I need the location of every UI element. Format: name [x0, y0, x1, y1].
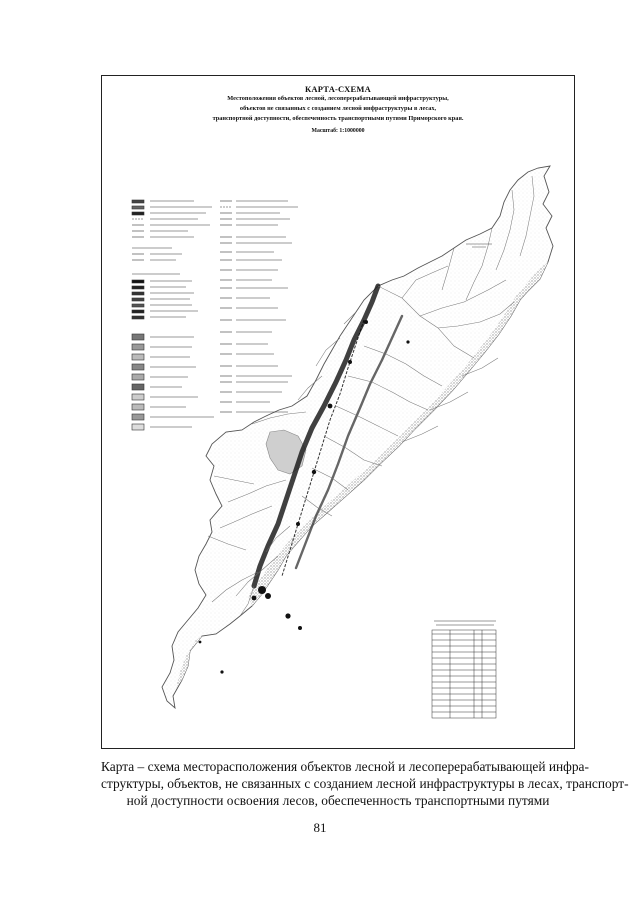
map-caption: [101, 758, 629, 809]
map-subtitle-line-1: Местоположения объектов лесной, лесоперерабатывающей инфраструктуры,: [227, 95, 449, 102]
territory-outline: [162, 166, 553, 708]
map-scale: Масштаб: 1:1000000: [311, 128, 365, 134]
map-title: КАРТА-СХЕМА: [305, 84, 371, 94]
map-subtitle-line-2: объектов не связанных с созданием лесной инфраструктуры в лесах,: [239, 105, 437, 112]
legend-column-right: [220, 201, 298, 412]
inset-table: [432, 621, 496, 718]
legend-column-left: [132, 200, 214, 430]
map-frame: [101, 75, 575, 749]
caption-line-1: Карта – схема месторасположения объектов лесной и лесоперерабатывающей инфра-: [101, 759, 589, 774]
map-subtitle-line-3: транспортной доступности, обеспеченность транспортными путями Приморского края.: [212, 115, 464, 122]
primorye-map: [102, 76, 576, 750]
caption-line-3: ной доступности освоения лесов, обеспеченность транспортными путями: [126, 793, 550, 808]
legend-block: [132, 200, 298, 430]
page-number: 81: [313, 820, 327, 835]
caption-line-2: структуры, объектов, не связанных с созданием лесной инфраструктуры в лесах, транспорт-: [101, 776, 629, 791]
